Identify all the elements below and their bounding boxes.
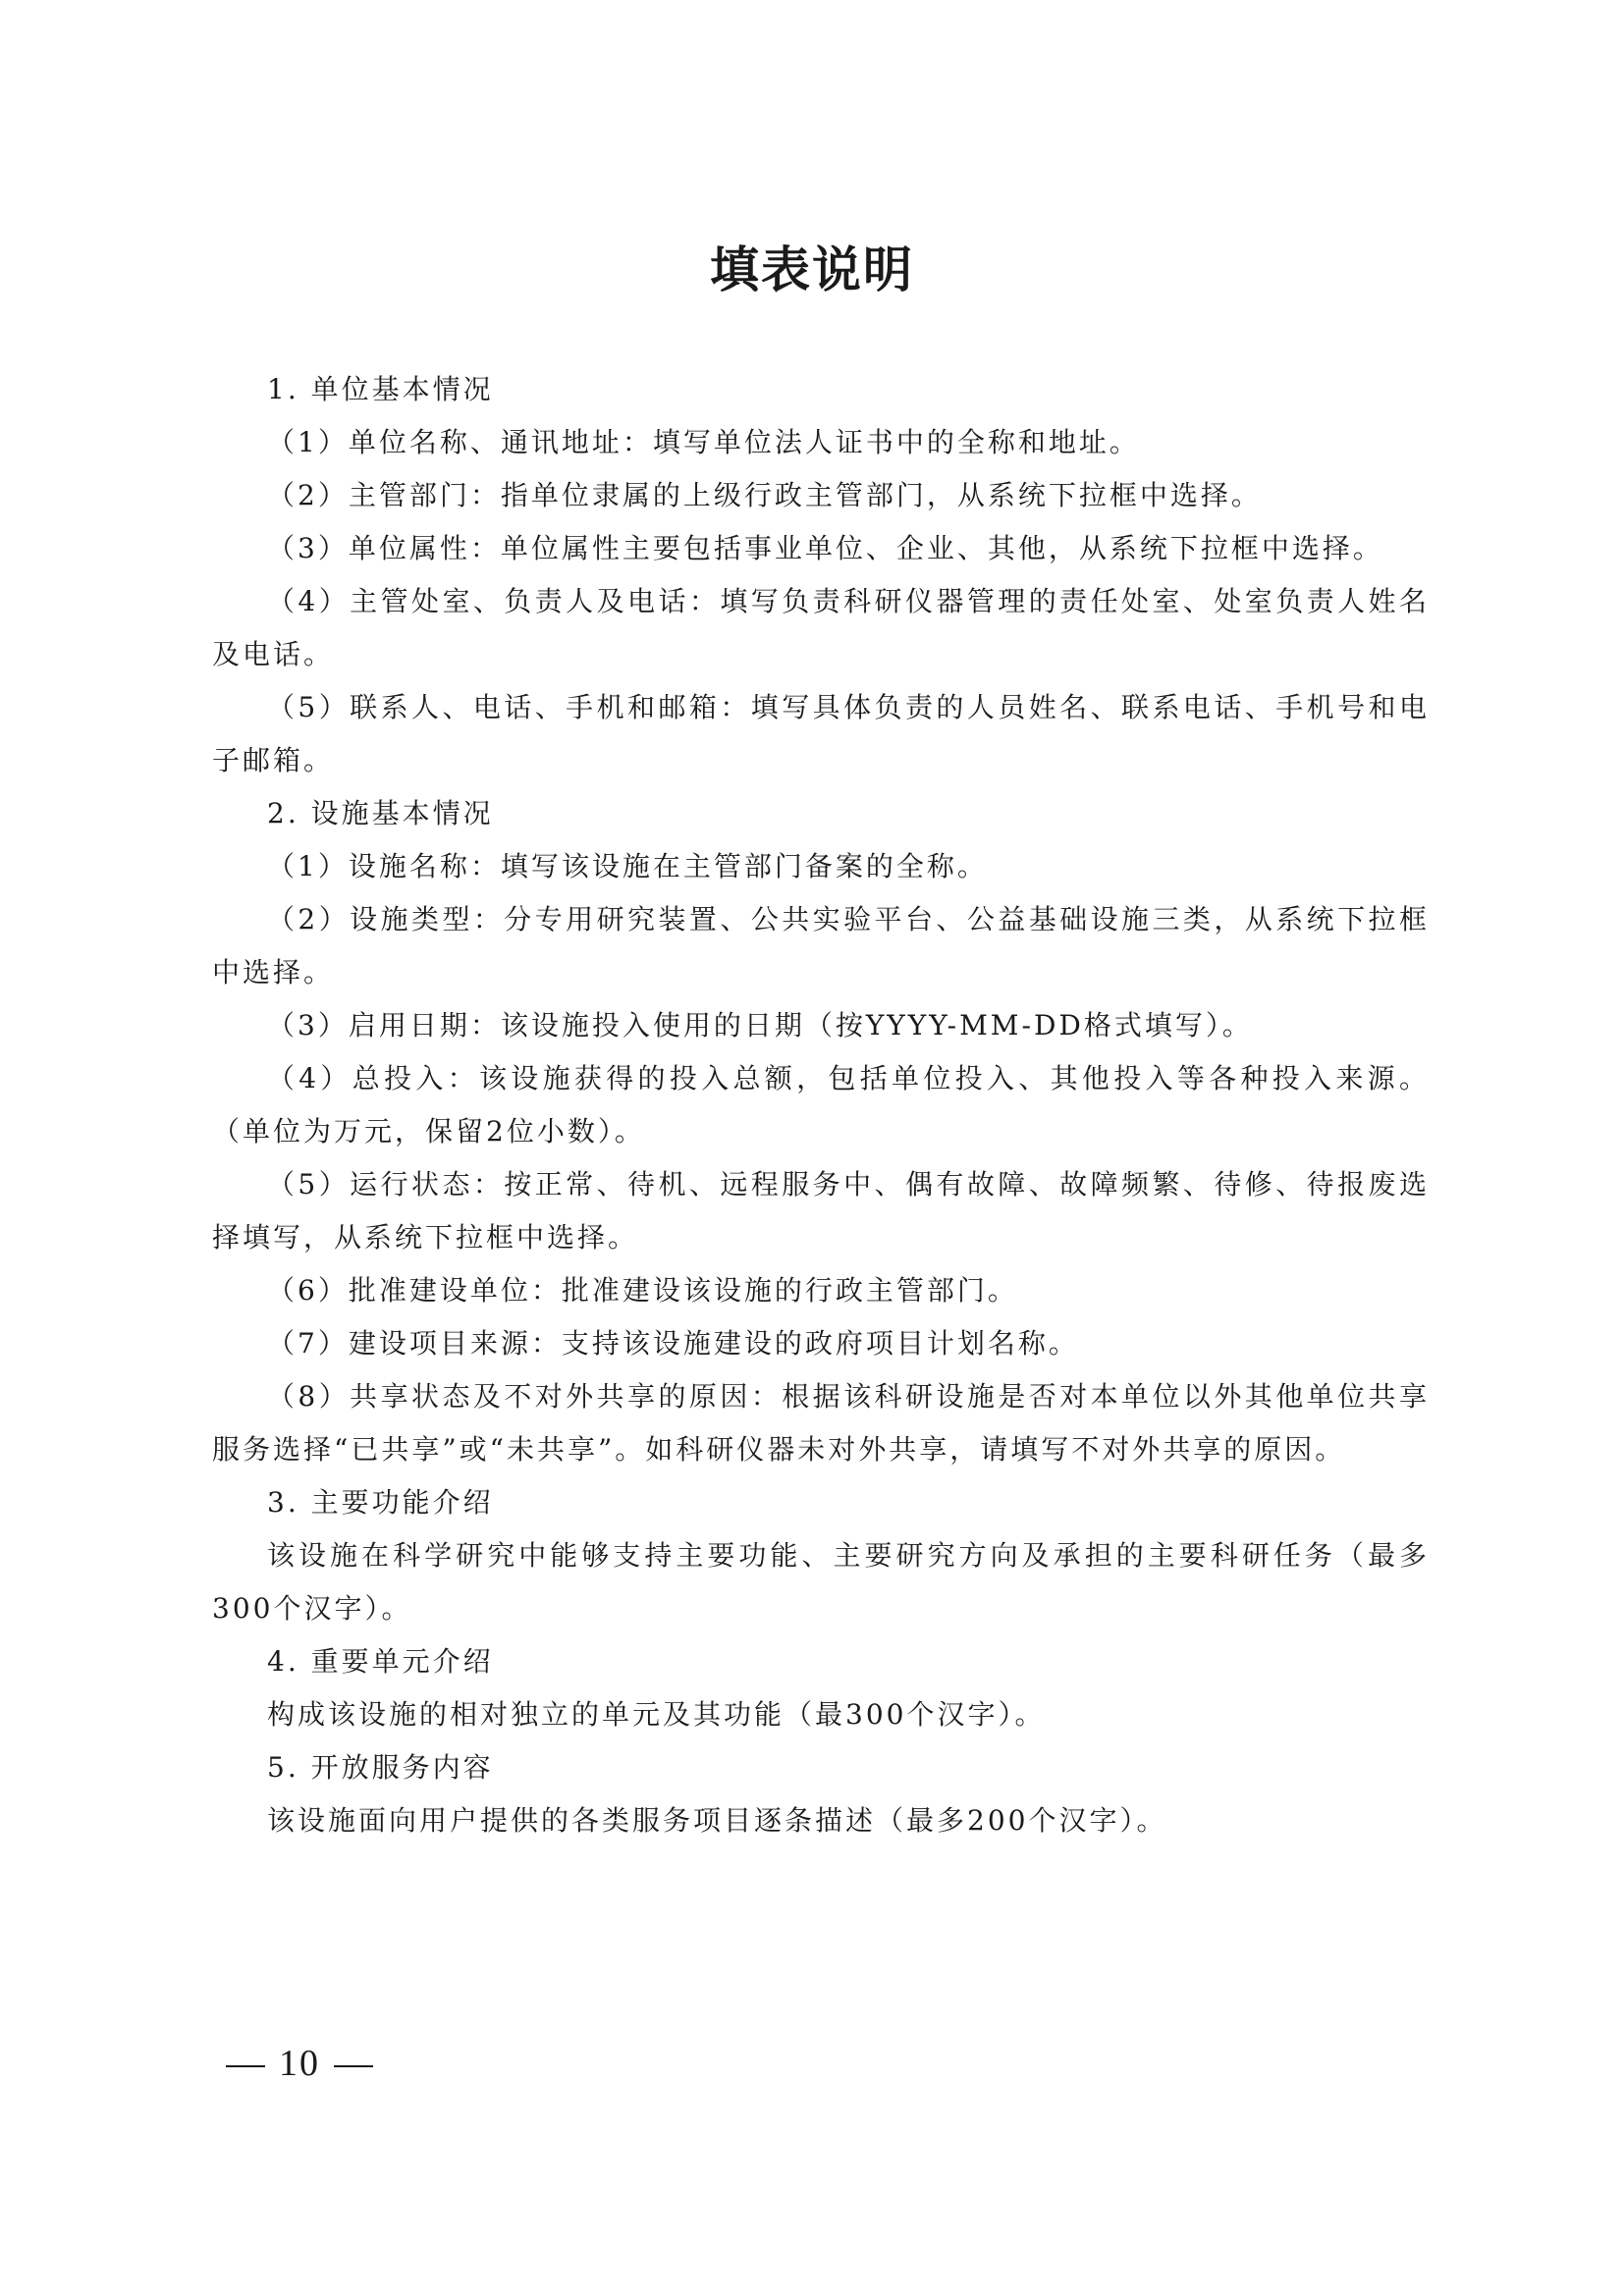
instruction-item: （1）设施名称：填写该设施在主管部门备案的全称。	[267, 850, 988, 882]
instruction-item: （4）主管处室、负责人及电话：填写负责科研仪器管理的责任处室、处室负责人姓名及电话。	[212, 585, 1430, 670]
instruction-item: （6）批准建设单位：批准建设该设施的行政主管部门。	[267, 1274, 1018, 1307]
section-heading-2: 2. 设施基本情况	[267, 797, 494, 829]
instruction-item: （5）运行状态：按正常、待机、远程服务中、偶有故障、故障频繁、待修、待报废选择填写，从系统下拉框中选择。	[212, 1168, 1430, 1254]
instruction-item: （8）共享状态及不对外共享的原因：根据该科研设施是否对本单位以外其他单位共享服务选择“已共享”或“未共享”。如科研仪器未对外共享，请填写不对外共享的原因。	[212, 1380, 1430, 1466]
page-number	[212, 2034, 387, 2093]
instruction-item: （7）建设项目来源：支持该设施建设的政府项目计划名称。	[267, 1327, 1079, 1360]
instruction-item: 该设施在科学研究中能够支持主要功能、主要研究方向及承担的主要科研任务（最多300个汉字）。	[212, 1539, 1430, 1625]
section-heading-3: 3. 主要功能介绍	[267, 1486, 494, 1519]
dash-left	[226, 2065, 265, 2067]
dash-right	[334, 2065, 373, 2067]
page-title: 填表说明	[710, 240, 914, 298]
instruction-item: （3）启用日期：该设施投入使用的日期（按YYYY-MM-DD格式填写）。	[267, 1009, 1253, 1041]
instruction-item: （4）总投入：该设施获得的投入总额，包括单位投入、其他投入等各种投入来源。（单位为万元，保留2位小数）。	[212, 1062, 1430, 1148]
section-heading-1: 1. 单位基本情况	[267, 373, 494, 405]
instructions-body	[212, 363, 1430, 1847]
page-number-value: 10	[279, 2043, 320, 2084]
section-heading-5: 5. 开放服务内容	[267, 1751, 494, 1784]
instruction-item: （2）主管部门：指单位隶属的上级行政主管部门，从系统下拉框中选择。	[267, 479, 1262, 511]
instruction-item: （5）联系人、电话、手机和邮箱：填写具体负责的人员姓名、联系电话、手机号和电子邮箱。	[212, 691, 1430, 776]
instruction-item: （1）单位名称、通讯地址：填写单位法人证书中的全称和地址。	[267, 426, 1140, 458]
instruction-item: 该设施面向用户提供的各类服务项目逐条描述（最多200个汉字）。	[267, 1804, 1167, 1837]
instruction-item: 构成该设施的相对独立的单元及其功能（最300个汉字）。	[267, 1698, 1046, 1731]
instruction-item: （2）设施类型：分专用研究装置、公共实验平台、公益基础设施三类，从系统下拉框中选择。	[212, 903, 1430, 988]
section-heading-4: 4. 重要单元介绍	[267, 1645, 494, 1678]
instruction-item: （3）单位属性：单位属性主要包括事业单位、企业、其他，从系统下拉框中选择。	[267, 532, 1383, 564]
